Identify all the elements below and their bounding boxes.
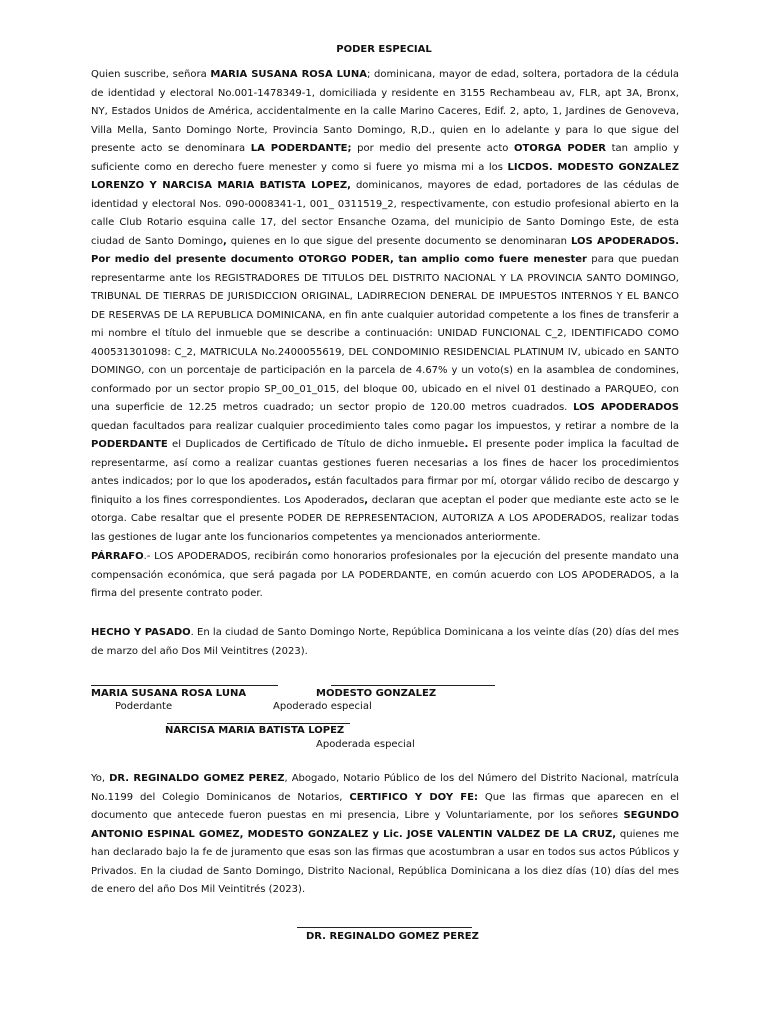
text-segment: , Abogado, Notario Público de los del Número del Distrito Nacional, matrícula No.1199 del Colegio Dominicanos de Notarios,	[91, 773, 679, 803]
text-segment: tan amplio y suficiente como en derecho fuere menester y como si fuere yo misma mi a los	[91, 143, 679, 173]
notary-name: DR. REGINALDO GOMEZ PEREZ	[306, 931, 479, 942]
paragraph-hecho-y-pasado	[91, 624, 679, 661]
signer-1-name: MARIA SUSANA ROSA LUNA	[91, 688, 247, 699]
signature-line	[331, 685, 495, 686]
text-segment: están facultados para firmar por mí, otorgar válido recibo de descargo y finiquito a los fines correspondientes. Los Apoderados	[91, 476, 679, 506]
signer-3-role: Apoderada especial	[316, 739, 415, 750]
bold-segment: PÁRRAFO	[91, 551, 144, 562]
text-segment: .- LOS APODERADOS, recibirán como honorarios profesionales por la ejecución del presente mandato una compensación económica, que será pagada por LA PODERDANTE, en común acuerdo con LOS APODERADOS, a la firma del presente contrato poder.	[91, 551, 679, 599]
bold-segment: CERTIFICO Y DOY FE:	[349, 791, 478, 803]
bold-segment: SEGUNDO ANTONIO ESPINAL GOMEZ, MODESTO GONZALEZ y Lic. JOSE VALENTIN VALDEZ DE LA CRUZ,	[91, 810, 679, 840]
paragraph-main	[91, 66, 679, 547]
signature-line	[91, 685, 278, 686]
text-segment: el Duplicados de Certificado de Título de dicho inmueble	[167, 439, 465, 450]
text-segment: por medio del presente acto	[351, 143, 514, 154]
paragraph-parrafo	[91, 548, 679, 604]
bold-segment: LOS APODERADOS	[573, 402, 679, 413]
signer-2-name: MODESTO GONZALEZ	[316, 688, 437, 699]
text-segment: quienes en lo que sigue del presente documento se denominaran	[226, 235, 572, 247]
document-title: PODER ESPECIAL	[336, 44, 432, 55]
paragraph-notary-certification	[91, 770, 679, 900]
text-segment: Que las firmas que aparecen en el documento que antecede fueron puestas en mi presencia, Libre y Voluntariamente, por los señores	[91, 791, 680, 821]
text-segment: dominicanos, mayores de edad, portadores de las cédulas de identidad y electoral Nos. 090-0008341-1, 001_ 0311519_2, respectivamente, con estudio profesional abierto en la calle Club Rotario esquina calle 17, del sector Ensanche Ozama, del municipio de Santo Domingo Este, de esta ciudad de Santo Domingo	[91, 180, 679, 247]
signature-line	[167, 723, 350, 724]
bold-segment: ,	[307, 476, 312, 487]
text-segment: para que puedan representarme ante los REGISTRADORES DE TITULOS DEL DISTRITO NACIONAL Y LA PROVINCIA SANTO DOMINGO, TRIBUNAL DE TIERRAS DE JURISDICCION ORIGINAL, LADIRRECION DENERAL DE IMPUESTOS INTERNOS Y EL BANCO DE RESERVAS DE LA REPUBLICA DOMINICANA, en fin ante cualquier autoridad competente a los fines de transferir a mi nombre el título del inmueble que se describe a continuación: UNIDAD FUNCIONAL C_2, IDENTIFICADO COMO 400531301098: C_2, MATRICULA No.2400055619, DEL CONDOMINIO RESIDENCIAL PLATINUM IV, ubicado en SANTO DOMINGO, con un porcentaje de participación en la parcela de 4.67% y un voto(s) en la asamblea de condomines, conformado por un sector propio SP_00_01_015, del bloque 00, ubicado en el nivel 01 destinado a PARQUEO, con una superficie de 12.25 metros cuadrado; un sector propio de 120.00 metros cuadrados.	[91, 254, 679, 413]
bold-segment: LOS APODERADOS. Por medio del presente documento OTORGO PODER, tan amplio como fuere menester	[91, 235, 679, 265]
bold-segment: LA PODERDANTE;	[250, 143, 352, 154]
text-segment: quienes me han declarado bajo la fe de juramento que esas son las firmas que acostumbran a usar en todos sus actos Públicos y Privados. En la ciudad de Santo Domingo, Distrito Nacional, República Dominicana a los diez días (10) días del mes de enero del año Dos Mil Veintitrés (2023).	[91, 828, 679, 895]
bold-segment: ,	[222, 235, 227, 247]
text-segment: . En la ciudad de Santo Domingo Norte, República Dominicana a los veinte días (20) días del mes de marzo del año Dos Mil Veintitres (2023).	[91, 627, 679, 657]
text-segment: declaran que aceptan el poder que mediante este acto se le otorga. Cabe resaltar que el presente PODER DE REPRESENTACION, AUTORIZA A LOS APODERADOS, realizar todas las gestiones de lugar ante los funcionarios competentes ya mencionados anteriormente.	[91, 494, 679, 543]
bold-segment: ,	[364, 494, 369, 506]
text-segment: quedan facultados para realizar cualquier procedimiento tales como pagar los impuestos, y retirar a nombre de la	[91, 420, 679, 432]
grantor-name: MARIA SUSANA ROSA LUNA	[210, 69, 367, 80]
bold-segment: OTORGA PODER	[513, 143, 606, 154]
text-segment: Yo,	[91, 773, 110, 784]
bold-segment: PODERDANTE	[91, 439, 168, 450]
notary-name-inline: DR. REGINALDO GOMEZ PEREZ	[109, 773, 285, 784]
bold-segment: HECHO Y PASADO	[91, 627, 191, 638]
signer-1-role: Poderdante	[115, 701, 173, 712]
signer-3-name: NARCISA MARIA BATISTA LOPEZ	[165, 725, 345, 736]
text-segment: ; dominicana, mayor de edad, soltera, portadora de la cédula de identidad y electoral No.001-1478349-1, domiciliada y residente en 3155 Rechambeau av, FLR, apt 3A, Bronx, NY, Estados Unidos de América, accidentalmente en la calle Marino Caceres, Edif. 2, apto, 1, Jardines de Genoveva, Villa Mella, Santo Domingo Norte, Provincia Santo Domingo, R,D., quien en lo adelante y para lo que sigue del presente acto se denominara	[91, 69, 679, 154]
notary-signature-line	[297, 927, 472, 928]
bold-segment: .	[464, 439, 469, 450]
attorneys-names: LICDOS. MODESTO GONZALEZ LORENZO Y NARCISA MARIA BATISTA LOPEZ,	[91, 161, 679, 191]
text-segment: Quien suscribe, señora	[91, 69, 211, 80]
signer-2-role: Apoderado especial	[273, 701, 372, 712]
text-segment: El presente poder implica la facultad de representarme, así como a realizar cuantas gestiones fueren necesarias a los fines de hacer los procedimientos antes indicados; por lo que los apoderados	[91, 439, 679, 487]
